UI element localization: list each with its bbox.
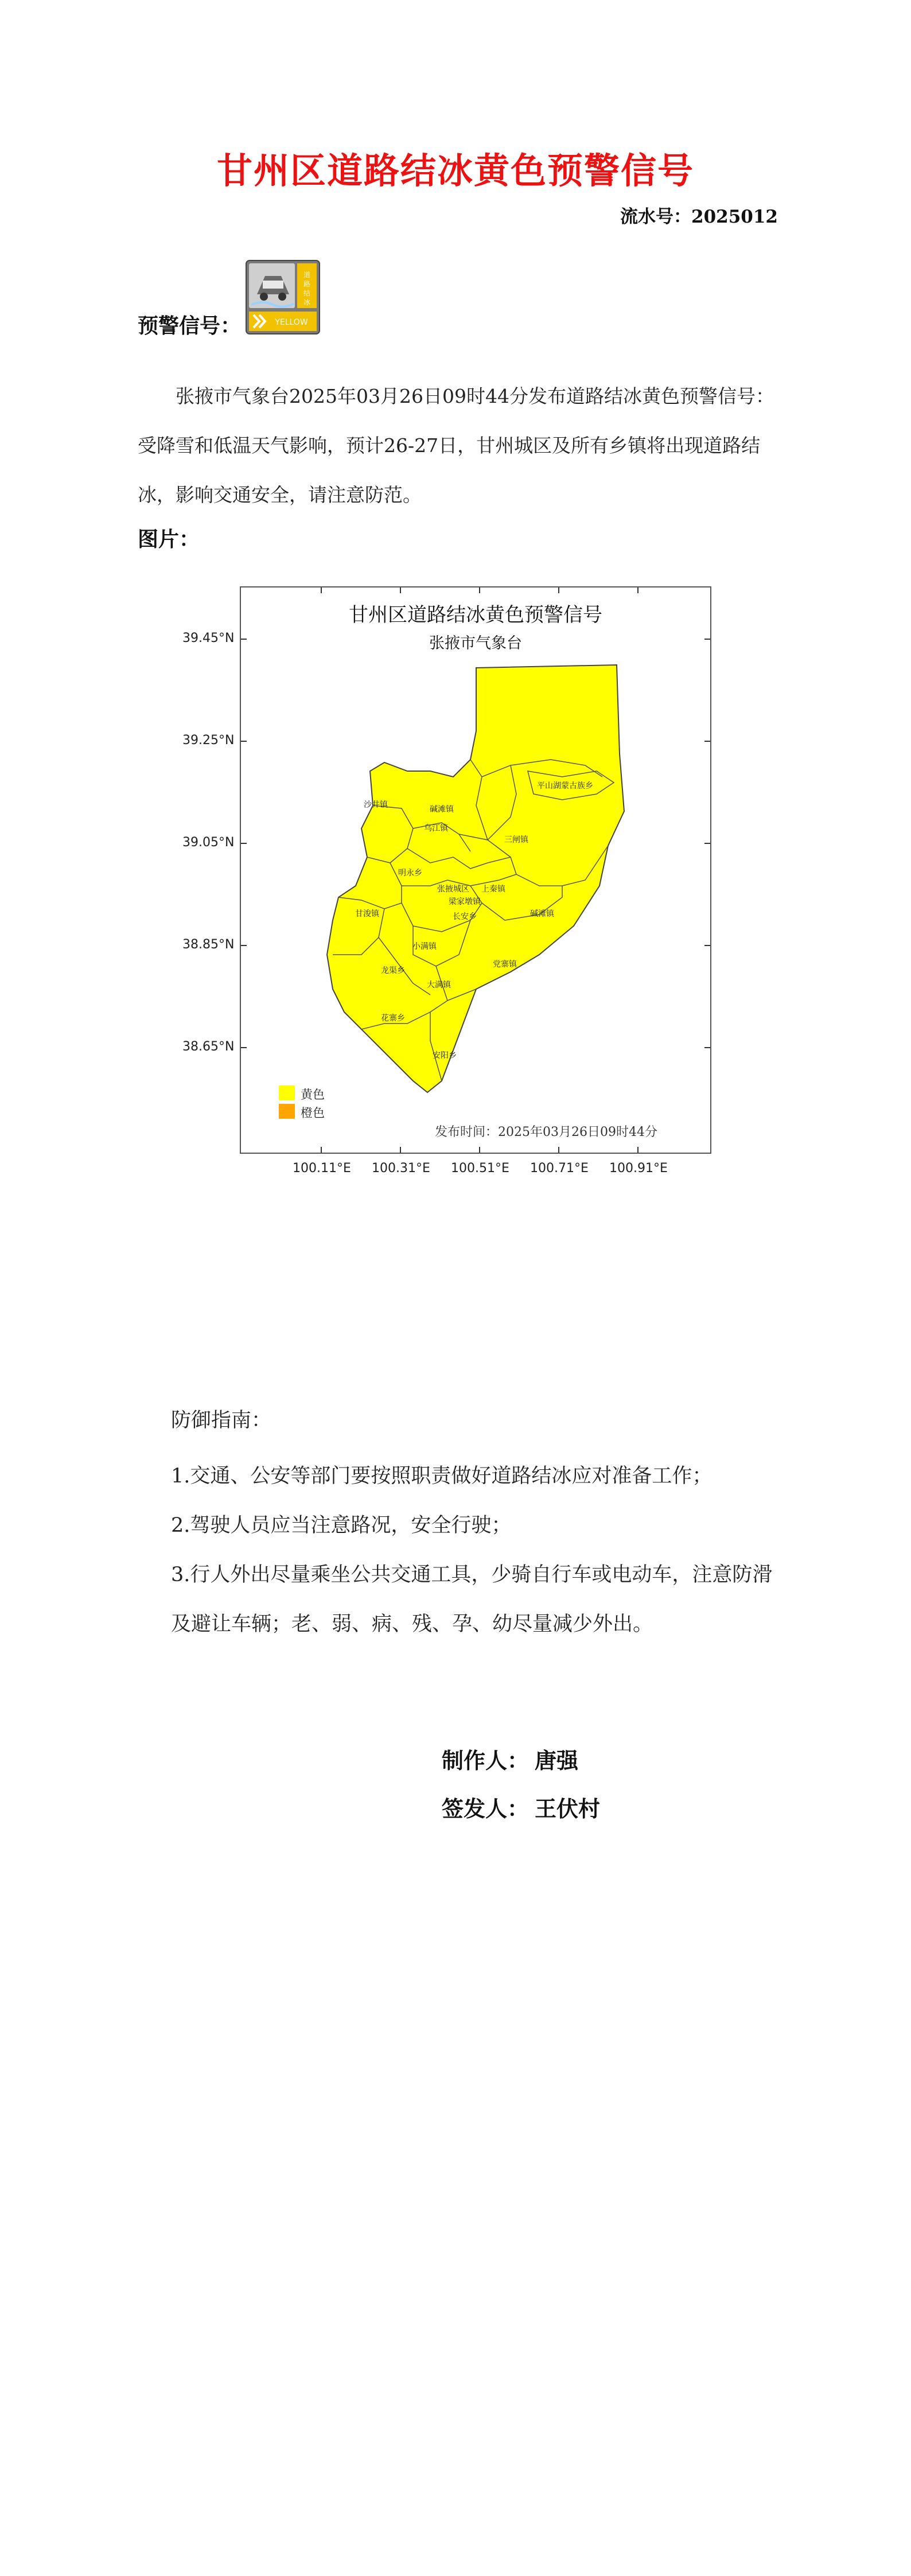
maker-label: 制作人： [442,1748,530,1773]
svg-text:乌江镇: 乌江镇 [424,824,448,833]
lon-tick: 100.71°E [530,1161,589,1176]
picture-label: 图片： [138,528,200,551]
map-title-text: 甘州区道路结冰黄色预警信号 [349,604,602,627]
issuer [442,1791,600,1823]
ganzhou-district-shape [327,665,624,1092]
guide-item: 2.驾驶人员应当注意路况，安全行驶； [171,1514,512,1537]
map-title [241,599,710,653]
lat-tick: 39.45°N [182,631,235,645]
lat-tick: 39.05°N [182,835,235,850]
svg-text:安阳乡: 安阳乡 [433,1051,457,1060]
serial-value: 2025012 [691,207,778,227]
svg-text:明永乡: 明永乡 [398,869,422,878]
lat-tick: 38.65°N [182,1040,235,1054]
signal-label: 预警信号： [138,314,242,338]
svg-text:碱滩镇: 碱滩镇 [530,909,554,919]
svg-text:结: 结 [303,289,311,297]
serial-label: 流水号： [620,207,691,227]
svg-text:甘浚镇: 甘浚镇 [355,909,379,919]
region-label: 平山湖蒙古族乡 [537,781,593,791]
svg-text:路: 路 [303,280,311,288]
svg-text:碱滩镇: 碱滩镇 [430,805,454,814]
svg-text:长安乡: 长安乡 [453,912,477,921]
svg-text:龙渠乡: 龙渠乡 [381,966,405,975]
legend-label-orange: 橙色 [301,1106,325,1120]
svg-text:YELLOW: YELLOW [275,318,308,327]
maker [442,1743,578,1775]
guide-heading: 防御指南： [171,1409,272,1432]
lon-tick: 100.91°E [609,1161,668,1176]
svg-text:大满镇: 大满镇 [427,980,451,990]
issuer-label: 签发人： [442,1796,530,1822]
svg-text:梁家墩镇: 梁家墩镇 [449,897,481,906]
svg-text:沙井镇: 沙井镇 [364,800,388,810]
warning-map [240,586,711,1154]
svg-text:冰: 冰 [303,298,311,306]
svg-text:道: 道 [303,271,311,279]
map-subtitle: 张掖市气象台 [429,635,522,652]
svg-text:花寨乡: 花寨乡 [381,1014,405,1023]
svg-text:上秦镇: 上秦镇 [481,885,505,894]
lat-tick: 39.25°N [182,733,235,748]
lon-tick: 100.51°E [451,1161,509,1176]
map-legend [301,1085,325,1122]
lon-tick: 100.11°E [293,1161,351,1176]
svg-text:党寨镇: 党寨镇 [493,960,517,969]
svg-text:小满镇: 小满镇 [412,942,437,951]
serial-number [620,202,778,228]
lon-tick: 100.31°E [372,1161,430,1176]
lat-tick: 38.85°N [182,937,235,952]
page-title: 甘州区道路结冰黄色预警信号 [216,150,694,192]
svg-text:张掖城区: 张掖城区 [437,885,469,894]
legend-swatch-yellow [279,1085,295,1100]
warning-description: 张掖市气象台2025年03月26日09时44分发布道路结冰黄色预警信号：受降雪和低温天气影响，预计26-27日，甘州城区及所有乡镇将出现道路结冰，影响交通安全，请注意防范。 [138,385,774,506]
map-issue-time: 发布时间：2025年03月26日09时44分 [435,1125,657,1139]
legend-swatch-orange [279,1104,295,1119]
map-canvas [241,587,710,1153]
svg-text:三闸镇: 三闸镇 [504,835,528,845]
road-icing-yellow-warning-icon [246,260,320,334]
legend-label-yellow: 黄色 [301,1088,325,1102]
guide-item: 1.交通、公安等部门要按照职责做好道路结冰应对准备工作； [171,1465,713,1488]
issuer-name: 王伏村 [535,1796,601,1822]
maker-name: 唐强 [535,1748,579,1773]
guide-item: 3.行人外出尽量乘坐公共交通工具，少骑自行车或电动车，注意防滑及避让车辆；老、弱、病、残、孕、幼尽量减少外出。 [171,1563,773,1636]
